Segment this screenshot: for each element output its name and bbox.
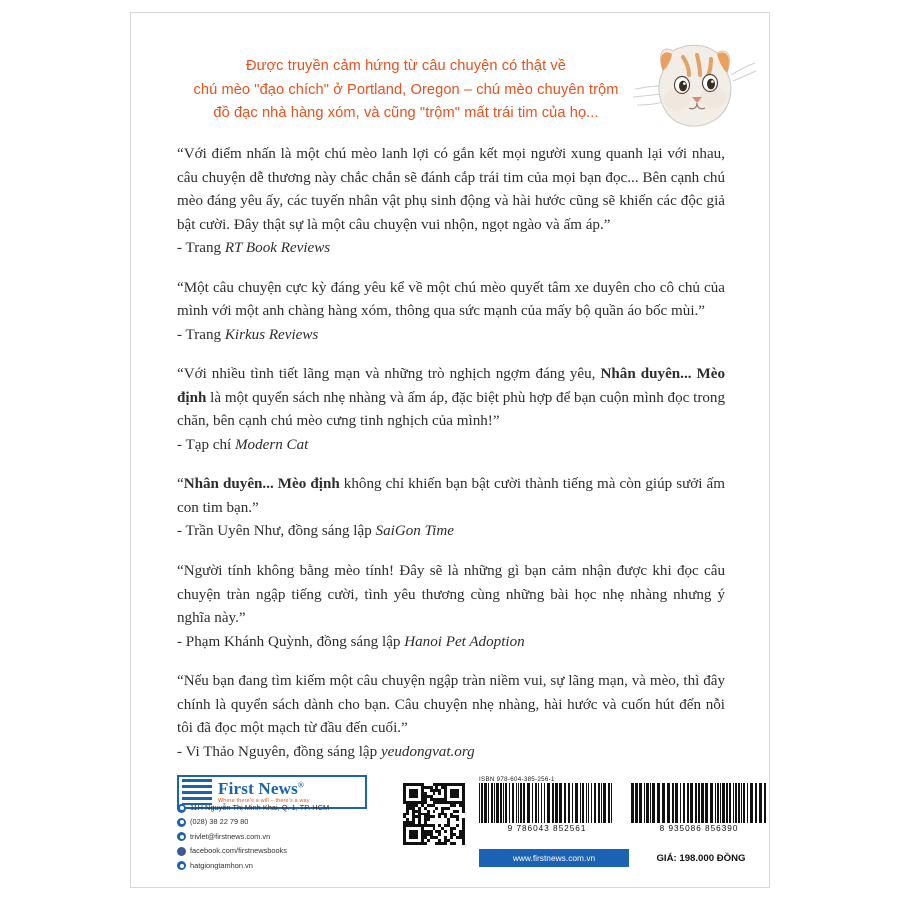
publisher-name-text: First News bbox=[218, 778, 298, 798]
contact-address: 11H Nguyễn Thị Minh Khai, Q. 1, TP. HCM bbox=[190, 802, 330, 812]
attribution-prefix: - Vi Thảo Nguyên, đồng sáng lập bbox=[177, 743, 381, 760]
quote-text-part2: là một quyển sách nhẹ nhàng và ấm áp, đặc biệt phù hợp để bạn cuộn mình đọc trong chăn, bên cạnh chú mèo cưng tinh nghịch của mình!” bbox=[177, 389, 725, 430]
quote-attribution bbox=[177, 631, 725, 655]
qr-code-grid bbox=[403, 783, 465, 845]
attribution-source: Kirkus Reviews bbox=[224, 326, 319, 343]
quote-block bbox=[177, 363, 725, 457]
email-icon bbox=[177, 832, 186, 841]
quote-attribution bbox=[177, 520, 725, 544]
quote-text: “Với điểm nhấn là một chú mèo lanh lợi có gắn kết mọi người xung quanh lại với nhau, câu chuyện dễ thương này chắc chắn sẽ đánh cắp trái tim của mọi bạn đọc... Bên cạnh chú mèo đáng yêu ấy, các tuyến nhân vật phụ sinh động và hài hước cũng sẽ khiến các độc giả bật cười. Đây thật sự là một câu chuyện vui nhộn, ngọt ngào và ấm áp.” bbox=[177, 146, 725, 233]
price-label: GIÁ: 198.000 ĐỒNG bbox=[656, 852, 746, 864]
quote-text-part1: “ bbox=[177, 476, 184, 493]
hook-text bbox=[171, 55, 641, 126]
quote-attribution bbox=[177, 237, 725, 261]
attribution-prefix: - Phạm Khánh Quỳnh, đồng sáng lập bbox=[177, 633, 405, 650]
quote-block bbox=[177, 277, 725, 348]
quote-book-title: Nhân duyên... Mèo định bbox=[183, 476, 340, 493]
barcode-left-bars bbox=[479, 783, 615, 823]
quote-book-title: Nhân duyên... Mèo định bbox=[177, 366, 726, 406]
contact-row-phone bbox=[177, 815, 437, 829]
facebook-icon bbox=[177, 847, 186, 856]
quote-text: “Người tính không bằng mèo tính! Đây sẽ là những gì bạn cảm nhận được khi đọc câu chuyện tràn ngập tiếng cười, tình yêu thương cùng những bài học nhẹ nhàng nhưng ý nghĩa này.” bbox=[177, 562, 725, 627]
hook-line-2: chú mèo "đạo chích" ở Portland, Oregon – chú mèo chuyên trộm bbox=[193, 81, 619, 98]
attribution-prefix: - Tạp chí bbox=[177, 436, 235, 453]
contact-email: trivlet@firstnews.com.vn bbox=[190, 831, 271, 841]
contact-website: hatgiongtamhon.vn bbox=[190, 860, 253, 870]
quote-text: “Một câu chuyện cực kỳ đáng yêu kể về một chú mèo quyết tâm xe duyên cho cô chủ của mình với một anh chàng hàng xóm, thông qua sức mạnh của mấy bộ quần áo bốc mùi.” bbox=[177, 279, 725, 320]
location-icon bbox=[177, 804, 186, 813]
barcode-right-bars bbox=[631, 783, 767, 823]
cover-footer bbox=[131, 767, 769, 887]
cat-icon bbox=[627, 35, 757, 145]
barcode-right-number: 8 935086 856390 bbox=[659, 824, 739, 833]
publisher-tagline: Where there's a will – there's a way bbox=[218, 797, 310, 804]
quote-block bbox=[177, 670, 725, 764]
barcode-left-number: 9 786043 852561 bbox=[507, 824, 587, 833]
review-quotes bbox=[177, 143, 725, 780]
attribution-prefix: - Trang bbox=[177, 326, 225, 343]
phone-icon bbox=[177, 818, 186, 827]
barcode-right bbox=[631, 783, 767, 833]
footer-website-badge[interactable]: www.firstnews.com.vn bbox=[479, 849, 629, 867]
book-cover bbox=[130, 12, 770, 888]
attribution-prefix: - Trần Uyên Như, đồng sáng lập bbox=[177, 523, 376, 540]
hook-line-1: Được truyền cảm hứng từ câu chuyện có thật về bbox=[246, 58, 566, 74]
attribution-source: RT Book Reviews bbox=[224, 240, 331, 257]
publisher-name bbox=[218, 780, 310, 797]
attribution-source: yeudongvat.org bbox=[380, 743, 475, 760]
quote-text-part2: không chỉ khiến bạn bật cười thành tiếng mà còn giúp sưởi ấm con tim bạn.” bbox=[177, 476, 725, 516]
quote-text: “Nếu bạn đang tìm kiếm một câu chuyện ngập tràn niềm vui, sự lãng mạn, và mèo, thì đây chính là quyển sách dành cho bạn. Câu chuyện nhẹ nhàng, hài hước và cuốn hút đến nỗi tôi đã đọc một mạch từ đầu đến cuối.” bbox=[177, 673, 725, 737]
attribution-source: SaiGon Time bbox=[375, 523, 454, 540]
quote-text-part1: “Với nhiều tình tiết lãng mạn và những trò nghịch ngợm đáng yêu, bbox=[177, 366, 601, 383]
contact-row-facebook[interactable] bbox=[177, 844, 437, 858]
quote-attribution bbox=[177, 434, 725, 458]
contact-phone: (028) 38 22 79 80 bbox=[190, 817, 249, 827]
quote-block bbox=[177, 560, 725, 654]
quote-text bbox=[177, 363, 725, 434]
cat-illustration bbox=[627, 35, 757, 145]
quote-block bbox=[177, 473, 725, 544]
quote-block bbox=[177, 143, 725, 261]
registered-mark: ® bbox=[297, 780, 305, 790]
attribution-prefix: - Trang bbox=[177, 240, 225, 257]
barcode-left bbox=[479, 783, 615, 833]
contact-row-email[interactable] bbox=[177, 830, 437, 844]
qr-code[interactable] bbox=[403, 783, 465, 845]
contact-facebook: facebook.com/firstnewsbooks bbox=[190, 846, 287, 856]
quote-attribution bbox=[177, 324, 725, 348]
quote-text bbox=[177, 473, 725, 520]
contact-row-website[interactable] bbox=[177, 859, 437, 873]
isbn-label: ISBN 978-604-385-256-1 bbox=[479, 776, 555, 783]
attribution-source: Hanoi Pet Adoption bbox=[404, 633, 525, 650]
web-icon bbox=[177, 861, 186, 870]
attribution-source: Modern Cat bbox=[234, 436, 309, 453]
quote-attribution bbox=[177, 741, 725, 765]
hook-line-3: đồ đạc nhà hàng xóm, và cũng "trộm" mất trái tim của họ... bbox=[213, 105, 599, 122]
